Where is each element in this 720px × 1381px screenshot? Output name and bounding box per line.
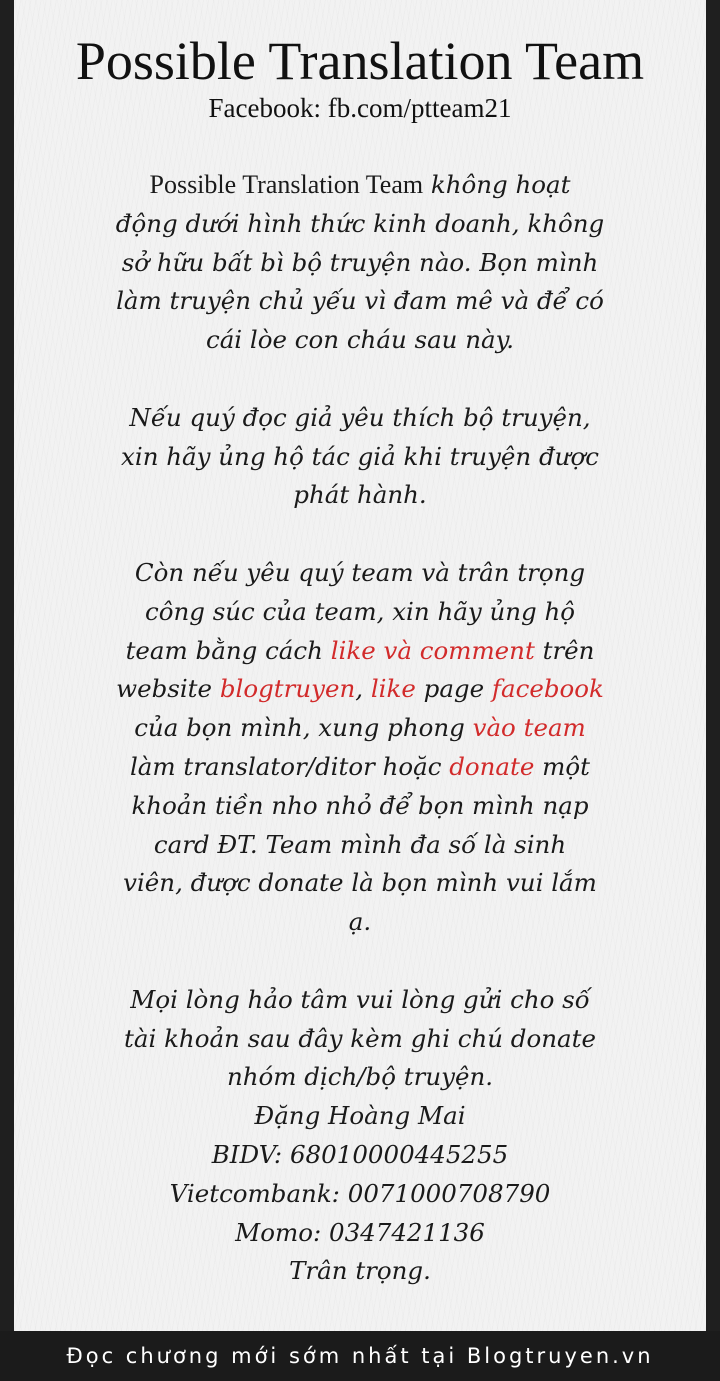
blogtruyen-highlight: blogtruyen bbox=[219, 674, 356, 704]
text-span: website bbox=[116, 674, 220, 704]
paragraph-gap bbox=[40, 360, 680, 399]
text-line: công súc của team, xin hãy ủng hộ bbox=[144, 596, 576, 626]
closing-line: Trân trọng. bbox=[289, 1256, 431, 1286]
text-line: Còn nếu yêu quý team và trân trọng bbox=[134, 557, 586, 587]
vietcombank-account: Vietcombank: 0071000708790 bbox=[169, 1178, 551, 1208]
facebook-link: Facebook: fb.com/ptteam21 bbox=[208, 93, 512, 123]
like-highlight: like bbox=[370, 674, 416, 704]
text-span: của bọn mình, xung phong bbox=[134, 713, 473, 743]
right-border bbox=[706, 0, 720, 1331]
join-team-highlight: vào team bbox=[472, 713, 586, 743]
text-line: card ĐT. Team mình đa số là sinh bbox=[153, 829, 567, 859]
bidv-account: BIDV: 68010000445255 bbox=[211, 1139, 509, 1169]
text-line: phát hành. bbox=[293, 480, 427, 510]
text-line bbox=[40, 166, 680, 205]
team-name: Possible Translation Team bbox=[149, 170, 424, 199]
text-span: trên bbox=[534, 635, 595, 665]
momo-account: Momo: 0347421136 bbox=[235, 1217, 485, 1247]
like-comment-highlight: like và comment bbox=[330, 635, 535, 665]
notice-body bbox=[40, 166, 680, 1291]
support-team-paragraph bbox=[40, 554, 680, 942]
paragraph-gap bbox=[40, 942, 680, 981]
text-line: cái lòe con cháu sau này. bbox=[205, 325, 515, 355]
text-line bbox=[40, 709, 680, 748]
text-line: động dưới hình thức kinh doanh, không bbox=[115, 208, 605, 238]
footer-banner: Đọc chương mới sớm nhất tại Blogtruyen.vn bbox=[0, 1331, 720, 1381]
text-span: page bbox=[415, 674, 492, 704]
left-border bbox=[0, 0, 14, 1331]
text-line: Mọi lòng hảo tâm vui lòng gửi cho số bbox=[130, 984, 590, 1014]
text-line: ạ. bbox=[348, 907, 372, 937]
facebook-highlight: facebook bbox=[491, 674, 604, 704]
text-line: làm truyện chủ yếu vì đam mê và để có bbox=[116, 286, 604, 316]
text-span: một bbox=[534, 751, 591, 781]
account-holder-name: Đặng Hoàng Mai bbox=[254, 1101, 466, 1131]
paragraph-gap bbox=[40, 515, 680, 554]
text-span: không hoạt bbox=[423, 170, 571, 199]
text-line: Nếu quý đọc giả yêu thích bộ truyện, bbox=[129, 402, 591, 432]
text-line bbox=[40, 748, 680, 787]
text-span: , bbox=[355, 674, 371, 704]
text-span: team bằng cách bbox=[125, 635, 331, 665]
text-line bbox=[40, 670, 680, 709]
text-line: khoản tiền nho nhỏ để bọn mình nạp bbox=[131, 790, 589, 820]
donation-paragraph bbox=[40, 981, 680, 1291]
text-line: nhóm dịch/bộ truyện. bbox=[226, 1062, 494, 1092]
text-line: tài khoản sau đây kèm ghi chú donate bbox=[124, 1023, 596, 1053]
support-author-paragraph bbox=[40, 399, 680, 515]
team-title: Possible Translation Team bbox=[75, 31, 645, 91]
text-line: xin hãy ủng hộ tác giả khi truyện được bbox=[121, 441, 599, 471]
donate-highlight: donate bbox=[449, 751, 535, 781]
intro-paragraph bbox=[40, 166, 680, 360]
text-line bbox=[40, 632, 680, 671]
text-line: sở hữu bất bì bộ truyện nào. Bọn mình bbox=[121, 247, 599, 277]
text-line: viên, được donate là bọn mình vui lắm bbox=[123, 868, 597, 898]
text-span: làm translator/ditor hoặc bbox=[129, 751, 450, 781]
